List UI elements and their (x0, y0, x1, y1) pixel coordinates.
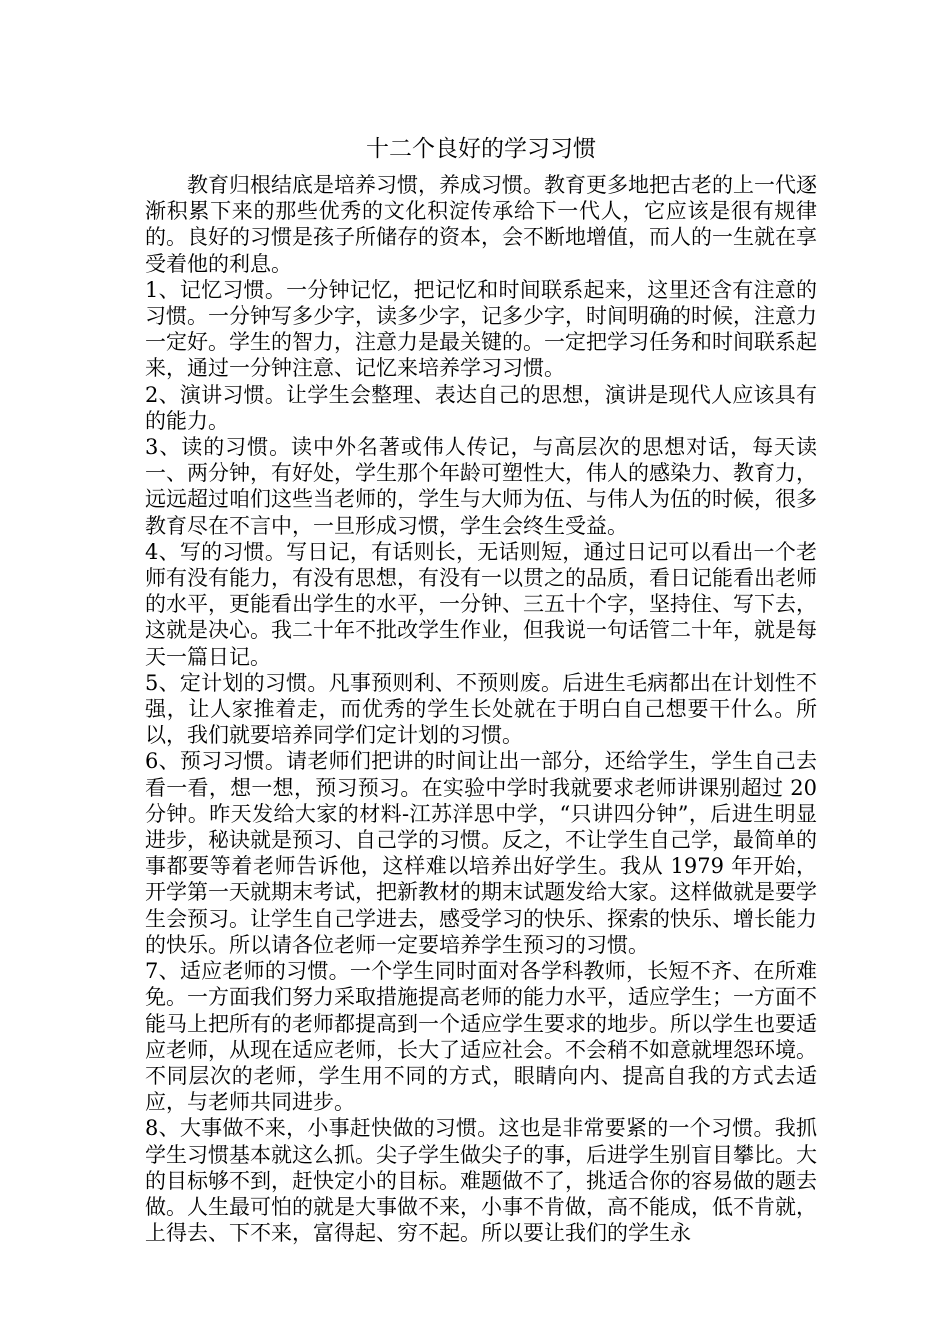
habit-paragraph-4: 4、写的习惯。写日记，有话则长，无话则短，通过日记可以看出一个老师有没有能力，有没有思想，有没有一以贯之的品质，看日记能看出老师的水平，更能看出学生的水平，一分钟、三五十个字，坚持住、写下去，这就是决心。我二十年不批改学生作业，但我说一句话管二十年，就是每天一篇日记。 (145, 539, 817, 669)
document-page (145, 134, 817, 1246)
document-title: 十二个良好的学习习惯 (366, 136, 596, 162)
habit-paragraph-1: 1、记忆习惯。一分钟记忆，把记忆和时间联系起来，这里还含有注意的习惯。一分钟写多少字，读多少字，记多少字，时间明确的时候，注意力一定好。学生的智力，注意力是最关键的。一定把学习任务和时间联系起来，通过一分钟注意、记忆来培养学习习惯。 (145, 277, 817, 381)
intro-paragraph: 教育归根结底是培养习惯，养成习惯。教育更多地把古老的上一代逐渐积累下来的那些优秀的文化积淀传承给下一代人，它应该是很有规律的。良好的习惯是孩子所储存的资本，会不断地增值，而人的一生就在享受着他的利息。 (145, 173, 817, 276)
habit-paragraph-8: 8、大事做不来，小事赶快做的习惯。这也是非常要紧的一个习惯。我抓学生习惯基本就这么抓。尖子学生做尖子的事，后进学生别盲目攀比。大的目标够不到，赶快定小的目标。难题做不了，挑适合你的容易做的题去做。人生最可怕的就是大事做不来，小事不肯做，高不能成，低不肯就，上得去、下不来，富得起、穷不起。所以要让我们的学生永 (145, 1116, 817, 1246)
habit-paragraph-5: 5、定计划的习惯。凡事预则利、不预则废。后进生毛病都出在计划性不强，让人家推着走，而优秀的学生长处就在于明白自己想要干什么。所以，我们就要培养同学们定计划的习惯。 (145, 670, 817, 748)
habit-paragraph-7: 7、适应老师的习惯。一个学生同时面对各学科教师，长短不齐、在所难免。一方面我们努力采取措施提高老师的能力水平，适应学生；一方面不能马上把所有的老师都提高到一个适应学生要求的地步。所以学生也要适应老师，从现在适应老师，长大了适应社会。不会稍不如意就埋怨环境。不同层次的老师，学生用不同的方式，眼睛向内、提高自我的方式去适应，与老师共同进步。 (145, 959, 817, 1115)
habit-paragraph-3: 3、读的习惯。读中外名著或伟人传记，与高层次的思想对话，每天读一、两分钟，有好处，学生那个年龄可塑性大，伟人的感染力、教育力，远远超过咱们这些当老师的，学生与大师为伍、与伟人为伍的时候，很多教育尽在不言中，一旦形成习惯，学生会终生受益。 (145, 435, 817, 538)
habit-paragraph-6: 6、预习习惯。请老师们把讲的时间让出一部分，还给学生，学生自己去看一看，想一想，预习预习。在实验中学时我就要求老师讲课别超过 20 分钟。昨天发给大家的材料-江苏洋思中学，“只讲四分钟”，后进生明显进步，秘诀就是预习、自己学的习惯。反之，不让学生自己学，最简单的事都要等着老师告诉他，这样难以培养出好学生。我从 1979 年开始，开学第一天就期末考试，把新教材的期末试题发给大家。这样做就是要学生会预习。让学生自己学进去，感受学习的快乐、探索的快乐、增长能力的快乐。所以请各位老师一定要培养学生预习的习惯。 (145, 749, 817, 957)
habit-paragraph-2: 2、演讲习惯。让学生会整理、表达自己的思想，演讲是现代人应该具有的能力。 (145, 382, 817, 433)
